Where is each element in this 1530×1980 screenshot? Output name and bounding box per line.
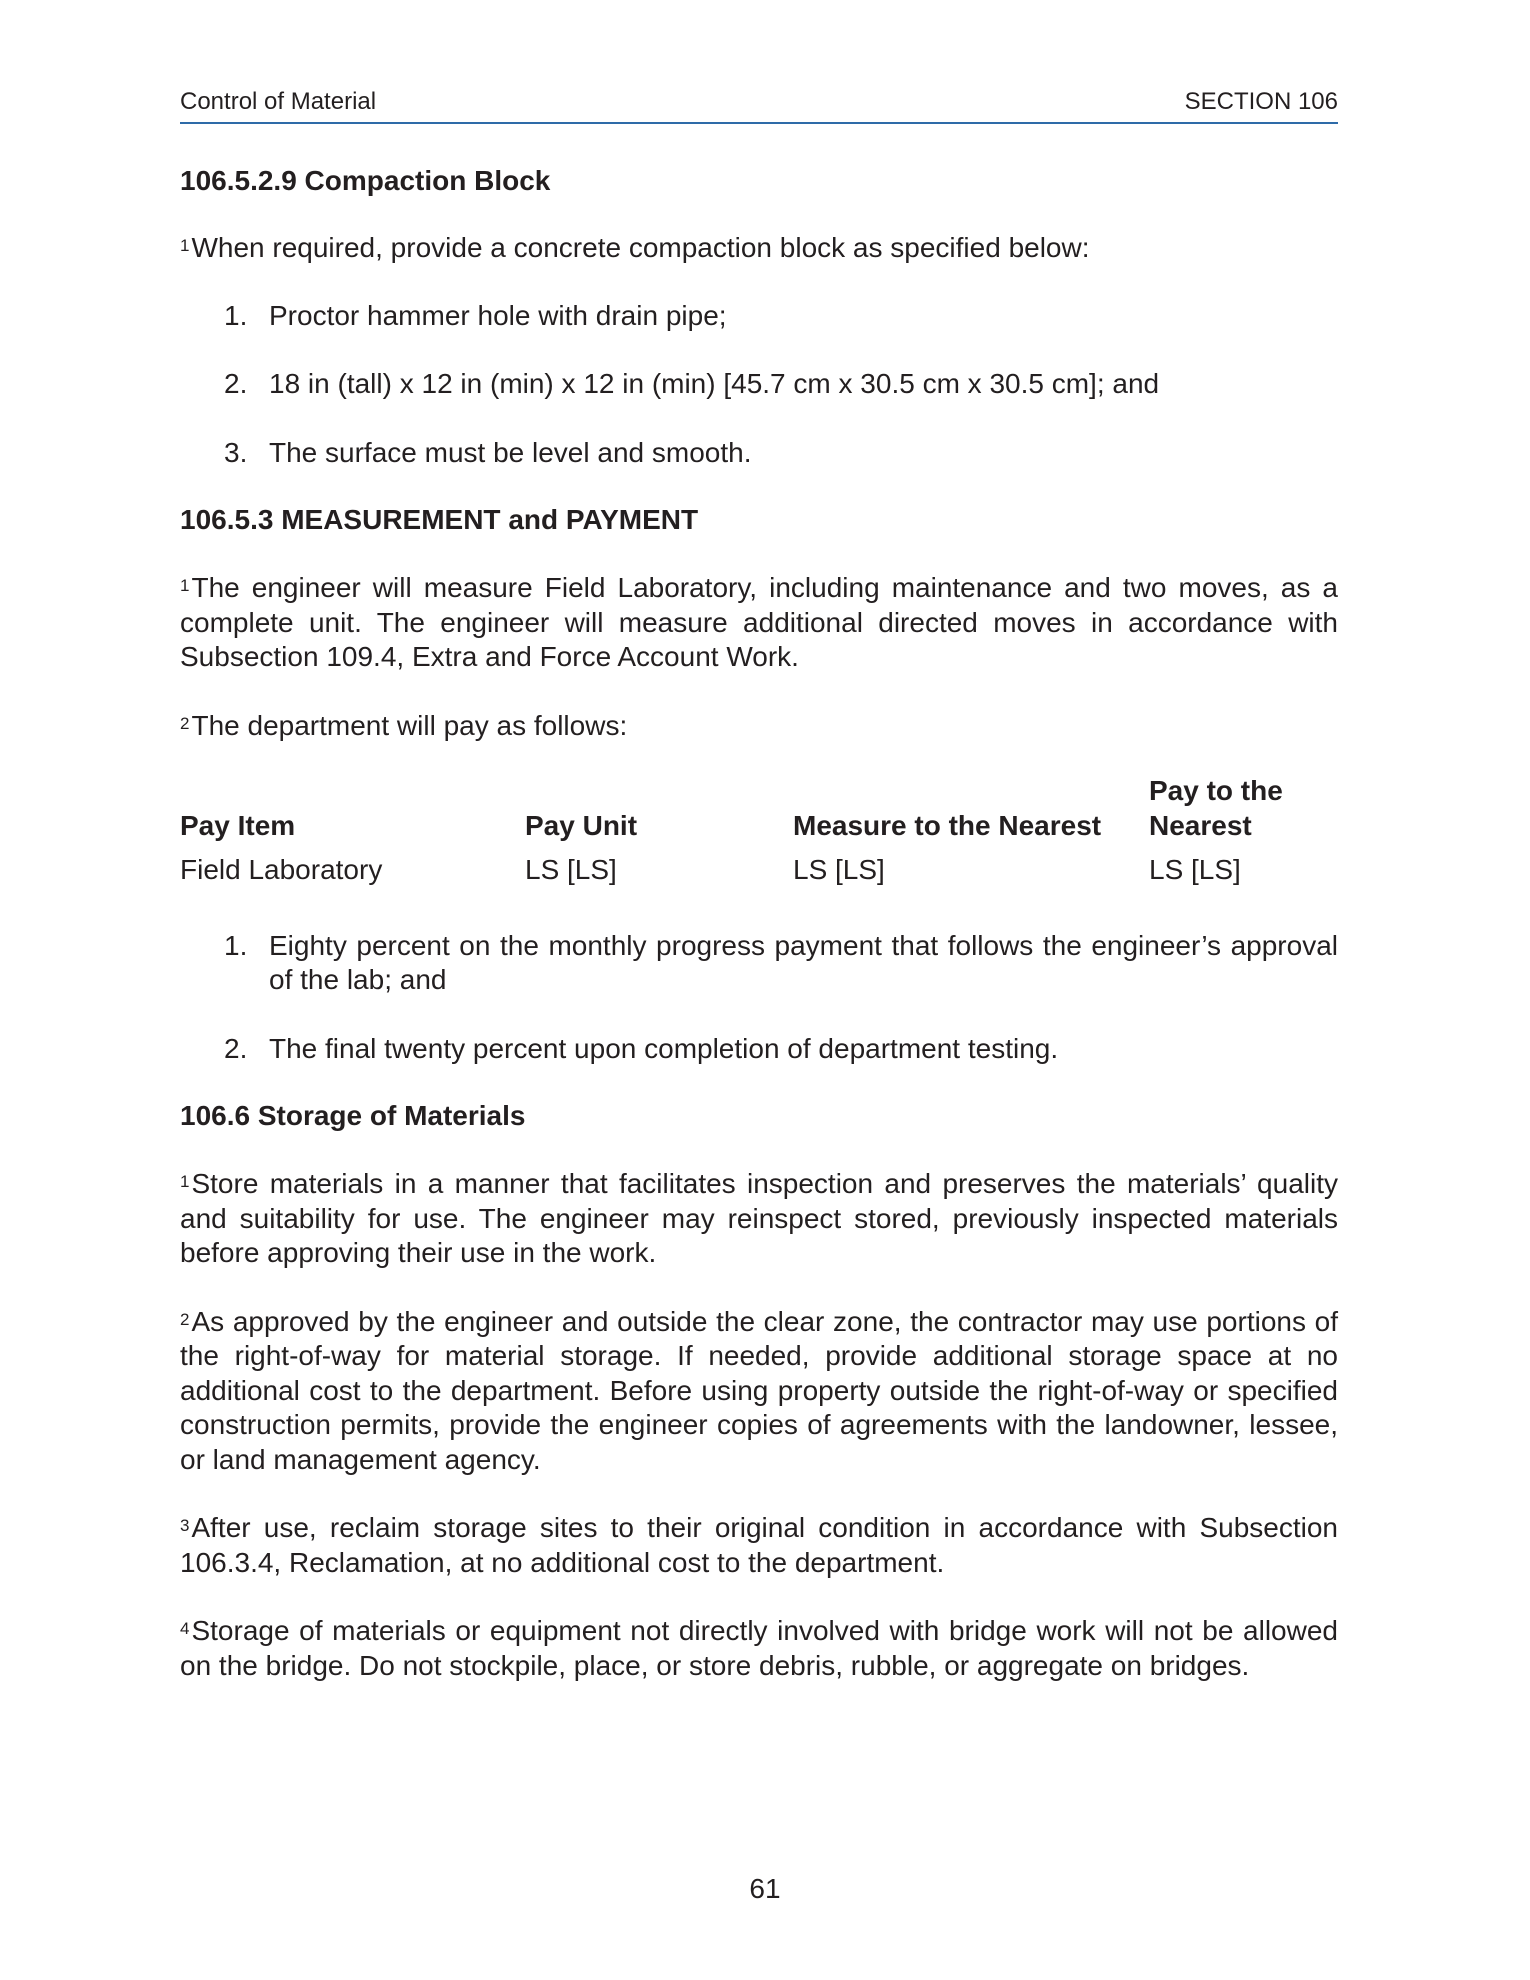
paragraph-number: 1 — [180, 236, 190, 255]
paragraph: $^1$Store materials in a manner that facilitates inspection and preserves the materials’ quality and suitability for use. The engineer may reinspect stored, previously inspected materials before approving their use in the work. — [180, 1168, 1338, 1268]
list-item: 1. Proctor hammer hole with drain pipe; — [180, 299, 1338, 334]
list-number: 2. — [224, 1032, 248, 1064]
header-chapter-title: Control of Material — [180, 88, 377, 115]
paragraph: $^1$When required, provide a concrete compaction block as specified below: — [180, 232, 1090, 263]
column-header: Pay Item — [180, 809, 296, 841]
paragraph: $^1$The engineer will measure Field Laboratory, including maintenance and two moves, as a complete unit. The engineer will measure additional directed moves in accordance with Subsection 109.4, Extra and Force Account Work. — [180, 572, 1338, 672]
paragraph: $^2$As approved by the engineer and outside the clear zone, the contractor may use portions of the right-of-way for material storage. If needed, provide additional storage space at no additional cost to the department. Before using property outside the right-of-way or specified construction permits, provide the engineer copies of agreements with the landowner, lessee, or land management agency. — [180, 1305, 1338, 1475]
heading-storage-of-materials: 106.6 Storage of Materials — [180, 1100, 526, 1131]
paragraph: $^4$Storage of materials or equipment not directly involved with bridge work will not be allowed on the bridge. Do not stockpile, place, or store debris, rubble, or aggregate on bridges. — [180, 1615, 1338, 1681]
paragraph-number: 1 — [180, 1172, 190, 1191]
list-item: 1. Eighty percent on the monthly progress payment that follows the engineer’s approval of the lab; and — [224, 929, 1338, 995]
table-cell: LS [LS] — [793, 854, 885, 885]
paragraph-number: 2 — [180, 1309, 190, 1329]
paragraph-number: 4 — [180, 1619, 190, 1638]
column-header: Measure to the Nearest — [793, 809, 1102, 841]
column-header: Pay Unit — [525, 809, 638, 841]
heading-measurement-payment: 106.5.3 MEASUREMENT and PAYMENT — [180, 504, 699, 535]
list-item: 2. The final twenty percent upon completion of department testing. — [180, 1032, 1338, 1067]
table-row — [180, 843, 1338, 888]
table-cell: LS [LS] — [1149, 854, 1241, 885]
paragraph-number: 3 — [180, 1516, 190, 1535]
page-header — [180, 88, 1338, 124]
paragraph-number: 2 — [180, 713, 190, 733]
list-number: 2. — [224, 368, 248, 399]
payment-schedule-list — [180, 929, 1338, 1067]
paragraph: $^3$After use, reclaim storage sites to their original condition in accordance with Subsection 106.3.4, Reclamation, at no additional cost to the department. — [180, 1512, 1338, 1578]
table-header-row — [180, 774, 1338, 843]
list-item: 3. The surface must be level and smooth. — [180, 436, 1338, 471]
column-header: Pay to the Nearest — [1149, 775, 1283, 841]
list-item: 2. 18 in (tall) x 12 in (min) x 12 in (min) [45.7 cm x 30.5 cm x 30.5 cm]; and — [180, 367, 1338, 402]
list-number: 1. — [224, 929, 248, 961]
pay-table — [180, 774, 1338, 888]
compaction-block-list — [180, 299, 1338, 471]
paragraph: $^2$The department will pay as follows: — [180, 709, 628, 741]
list-number: 1. — [224, 299, 248, 331]
table-cell: Field Laboratory — [180, 854, 383, 885]
page-number: 61 — [749, 1873, 781, 1904]
heading-compaction-block: 106.5.2.9 Compaction Block — [180, 165, 551, 196]
header-section-label: SECTION 106 — [1184, 88, 1338, 115]
page-content — [180, 88, 1338, 1683]
paragraph-number: 1 — [180, 576, 190, 595]
table-cell: LS [LS] — [525, 854, 617, 885]
list-number: 3. — [224, 436, 248, 468]
